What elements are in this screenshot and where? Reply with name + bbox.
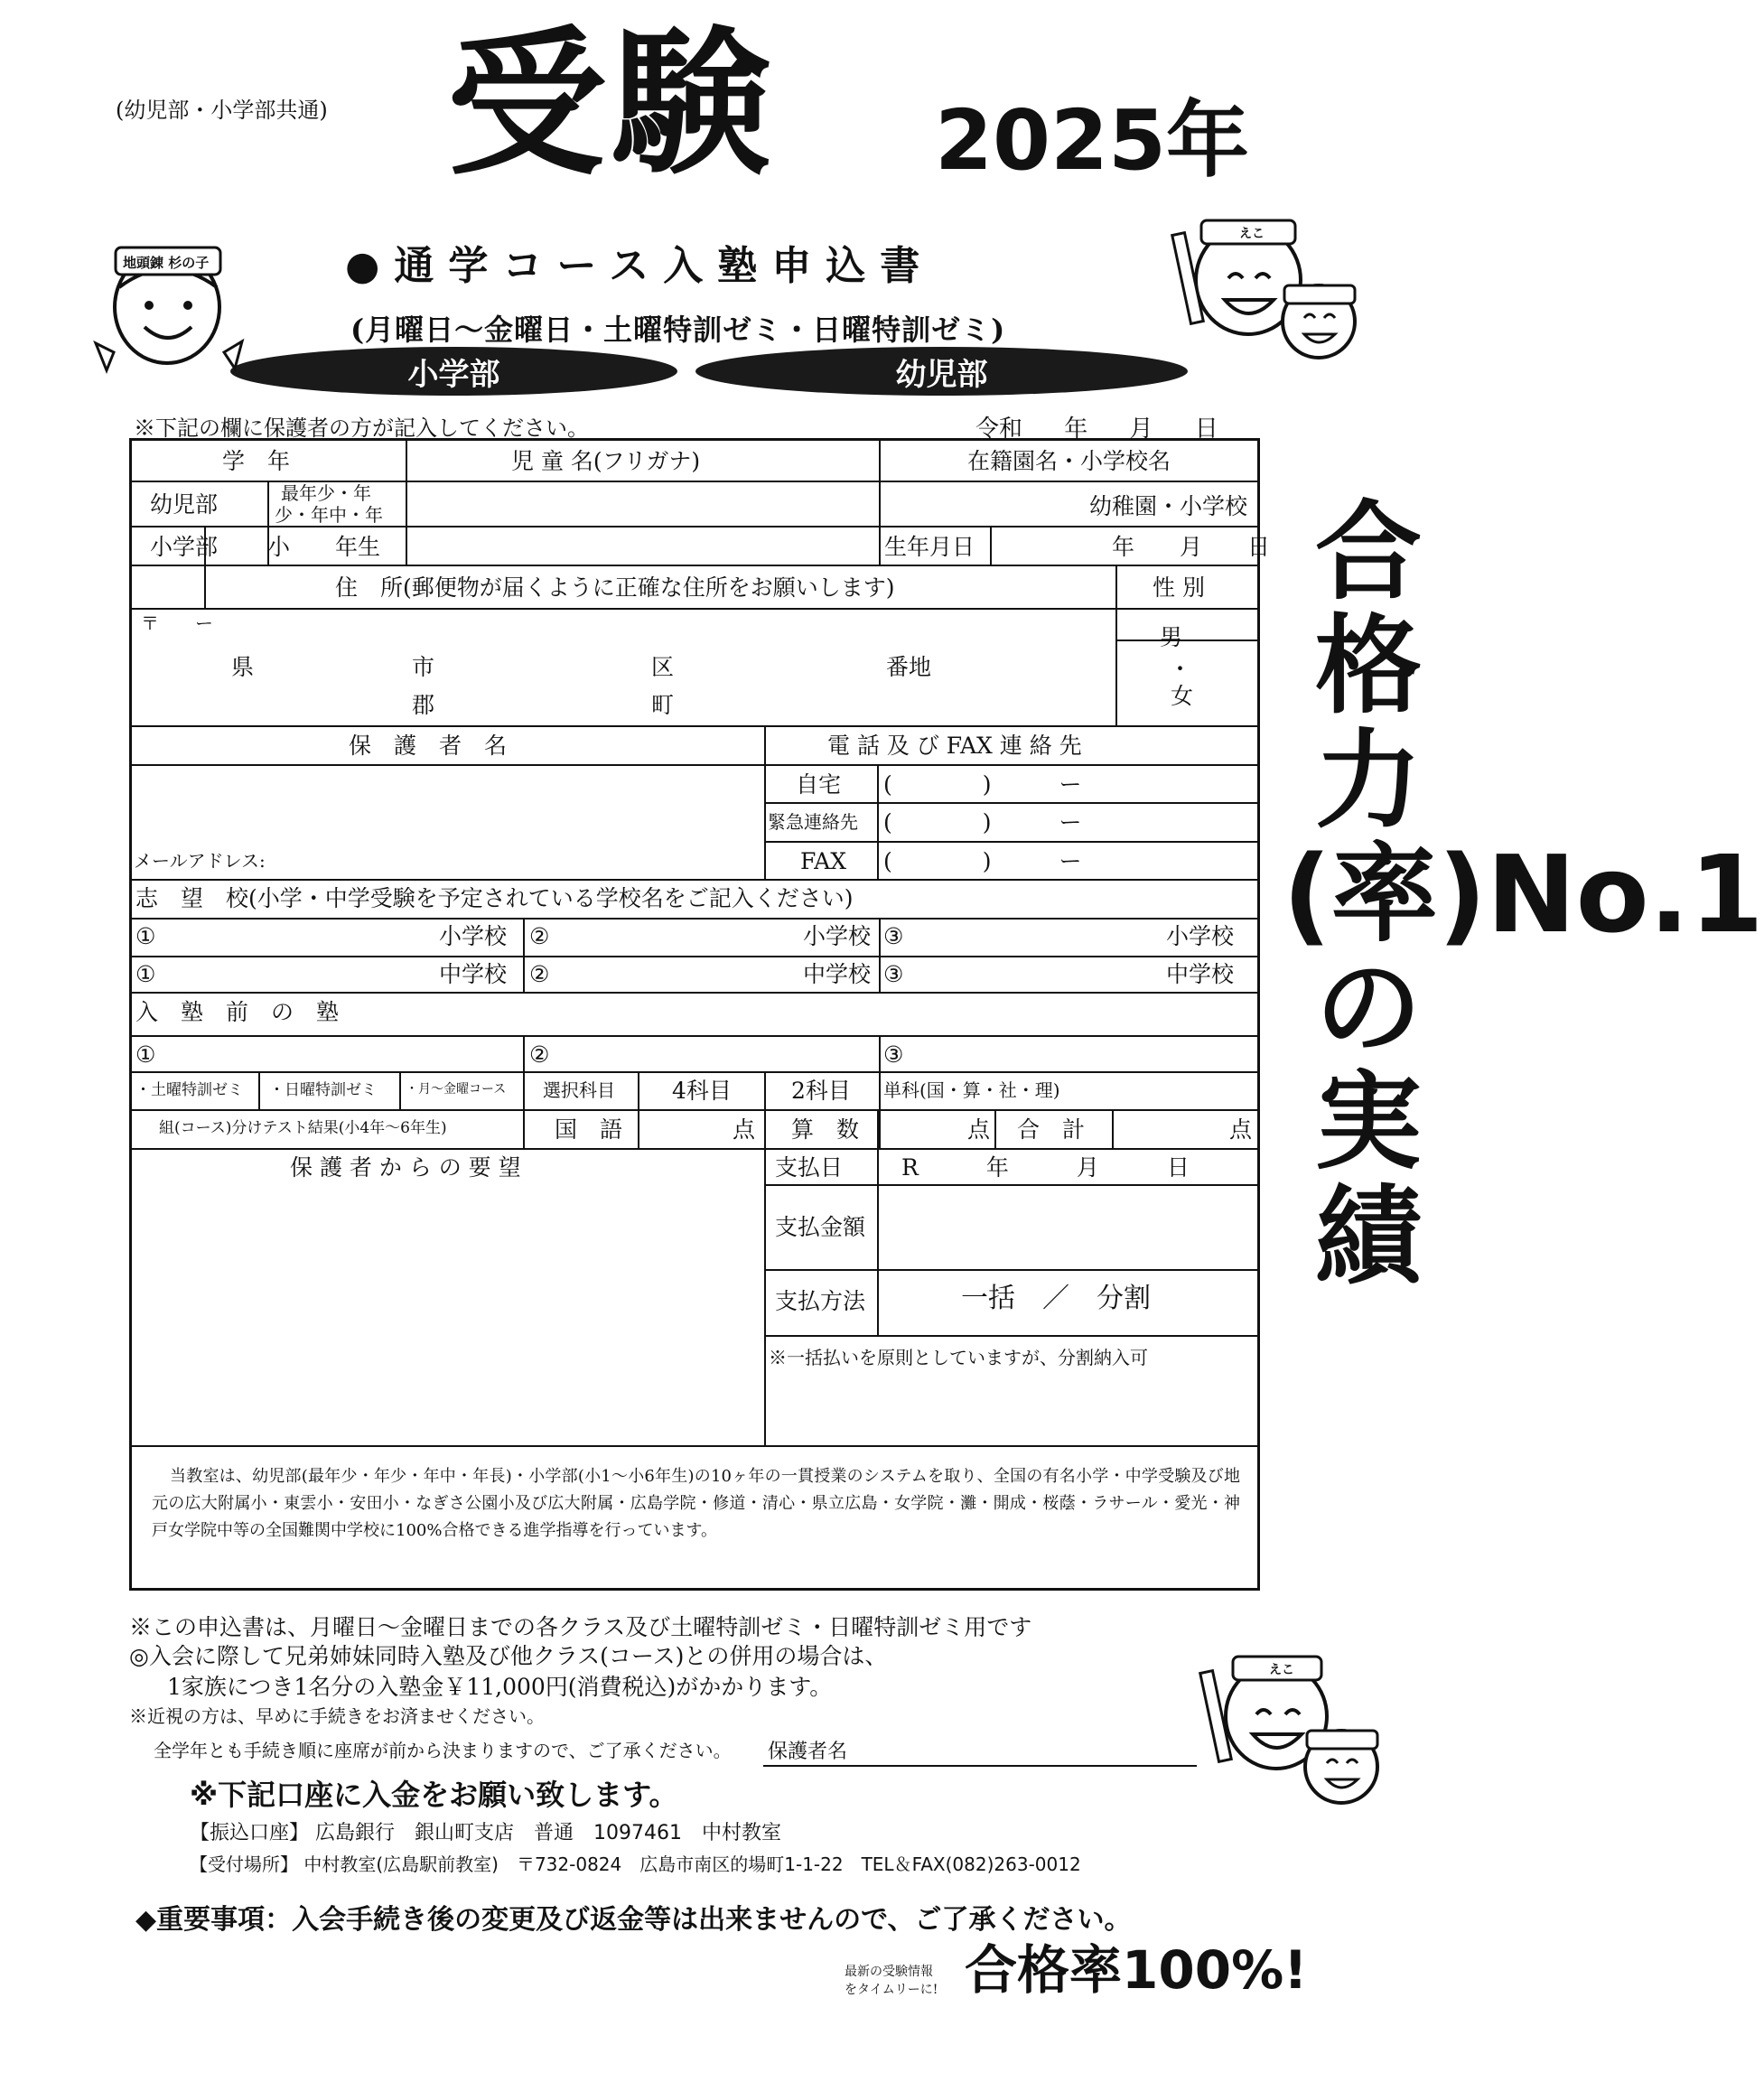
phone-header: 電 話 及 び FAX 連 絡 先: [827, 733, 1082, 759]
latest-info-line2: をタイムリーに!: [845, 1983, 938, 1997]
prev-cram-3[interactable]: ③: [883, 1041, 904, 1068]
bank-account-info: 【振込口座】 広島銀行 銀山町支店 普通 1097461 中村教室: [190, 1822, 781, 1844]
target-elem-3-suffix: 小学校: [1166, 923, 1235, 949]
math-point-unit: 点: [967, 1116, 991, 1143]
payment-date-field[interactable]: R 年 月 日: [901, 1154, 1190, 1181]
mascot-right-band-text: えこ: [1239, 227, 1265, 241]
prev-cram-header: 入 塾 前 の 塾: [135, 999, 340, 1025]
address-county: 郡: [412, 692, 435, 718]
phone-emergency-field[interactable]: ( ) ー: [883, 809, 1082, 836]
footer-note-3: 1家族につき1名分の入塾金￥11,000円(消費税込)がかかります。: [167, 1674, 833, 1700]
test-result-label: 組(コース)分けテスト結果(小4年～6年生): [159, 1119, 447, 1137]
request-textarea[interactable]: [134, 1187, 762, 1443]
target-elem-2-number: ②: [529, 923, 550, 949]
address-town: 町: [651, 692, 675, 718]
address-header: 住 所(郵便物が届くように正確な住所をお願いします): [335, 574, 895, 601]
guardian-signature-line[interactable]: [763, 1765, 1197, 1767]
form-date[interactable]: 令和 年 月 日: [975, 415, 1218, 443]
target-elem-3-number: ③: [883, 923, 904, 949]
target-mid-1-number: ①: [135, 961, 156, 987]
fill-instruction: ※下記の欄に保護者の方が記入してください。: [134, 415, 589, 441]
four-subjects-option[interactable]: 4科目: [672, 1078, 732, 1104]
elementary-label: 小学部: [150, 534, 219, 560]
mascot-right-illustration: [1165, 206, 1364, 369]
latest-info-line1: 最新の受験情報: [845, 1965, 933, 1979]
phone-emergency-label: 緊急連絡先: [768, 811, 858, 833]
address-ward: 区: [651, 654, 675, 680]
gender-male-option[interactable]: 男: [1160, 624, 1183, 650]
elementary-grade-field[interactable]: 小 年生: [267, 534, 381, 560]
birthdate-label: 生年月日: [884, 534, 975, 560]
child-name-header: 児 童 名(フリガナ): [511, 448, 701, 474]
kindergarten-pill: 幼児部: [695, 347, 1188, 396]
birthdate-field[interactable]: 年 月 日: [1112, 534, 1271, 560]
payment-amount-label: 支払金額: [775, 1214, 866, 1240]
gender-header: 性 別: [1153, 574, 1205, 601]
mascot-left-illustration: [90, 217, 244, 379]
course-sunday-option[interactable]: ・日曜特訓ゼミ: [269, 1081, 377, 1099]
school-name-input[interactable]: [882, 482, 1080, 524]
math-label: 算 数: [791, 1116, 860, 1143]
postal-code-field[interactable]: 〒 ー: [141, 612, 213, 634]
guardian-name-header: 保 護 者 名: [349, 733, 508, 759]
payment-method-label: 支払方法: [775, 1288, 866, 1314]
target-elem-1-number: ①: [135, 923, 156, 949]
application-form: [129, 438, 1271, 1591]
form-title: ●通学コース入塾申込書: [345, 243, 935, 289]
payment-method-options[interactable]: 一括 ／ 分割: [961, 1283, 1151, 1314]
payment-date-label: 支払日: [775, 1154, 844, 1181]
target-mid-2-number: ②: [529, 961, 550, 987]
prev-cram-1[interactable]: ①: [135, 1041, 156, 1068]
kinder-label: 幼児部: [150, 491, 219, 518]
prev-cram-2[interactable]: ②: [529, 1041, 550, 1068]
mascot-bottom-illustration: [1197, 1644, 1386, 1816]
footer-note-4: ※近視の方は、早めに手続きをお済ませください。: [129, 1705, 545, 1727]
target-school-header: 志 望 校(小学・中学受験を予定されている学校名をご記入ください): [135, 885, 854, 911]
elementary-pill: 小学部: [230, 347, 677, 396]
target-elem-2-suffix: 小学校: [803, 923, 872, 949]
gender-separator: ・: [1169, 656, 1192, 682]
fax-field[interactable]: ( ) ー: [883, 848, 1082, 874]
grade-header: 学 年: [222, 448, 291, 474]
side-slogan: 合格力(率)No.1の実績: [1283, 490, 1764, 1299]
course-saturday-option[interactable]: ・土曜特訓ゼミ: [135, 1081, 243, 1099]
single-subject-option[interactable]: 単科(国・算・社・理): [883, 1079, 1060, 1101]
school-description: 当教室は、幼児部(最年少・年少・年中・年長)・小学部(小1～小6年生)の10ヶ年の一貫授業のシステムを取り、全国の有名小学・中学受験及び地元の広大附属小・東雲小・安田小・なぎさ公園小及び広大附属・広島学院・修道・清心・県立広島・女学院・灘・開成・桜蔭・ラサール・愛光・神戸女学院中等の全国難関中学校に100%合格できる進学指導を行っています。: [152, 1467, 1240, 1540]
phone-home-field[interactable]: ( ) ー: [883, 771, 1082, 798]
payment-amount-input[interactable]: [882, 1187, 1255, 1266]
reception-info: 【受付場所】 中村教室(広島駅前教室) 〒732-0824 広島市南区的場町1-1-22 TEL＆FAX(082)263-0012: [190, 1853, 1081, 1875]
footer-note-2: ◎入会に際して兄弟姉妹同時入塾及び他クラス(コース)との併用の場合は、: [129, 1643, 888, 1669]
mascot-bottom-band-text: えこ: [1269, 1663, 1294, 1677]
total-point-unit: 点: [1229, 1116, 1253, 1143]
total-label: 合 計: [1017, 1116, 1086, 1143]
school-suffix: 幼稚園・小学校: [1089, 493, 1248, 519]
pass-rate-banner: 合格率100%!: [965, 1939, 1308, 2001]
japanese-point-unit: 点: [733, 1116, 756, 1143]
two-subjects-option[interactable]: 2科目: [791, 1078, 851, 1104]
target-elem-1-suffix: 小学校: [439, 923, 508, 949]
fax-label: FAX: [800, 848, 847, 874]
year-label: 2025年: [935, 92, 1250, 189]
address-prefecture: 県: [231, 654, 255, 680]
target-mid-1-suffix: 中学校: [439, 961, 508, 987]
important-notice: ◆重要事項：入会手続き後の変更及び返金等は出来ませんので、ご了承ください。: [135, 1904, 1132, 1936]
footer-note-1: ※この申込書は、月曜日～金曜日までの各クラス及び土曜特訓ゼミ・日曜特訓ゼミ用です: [129, 1614, 1032, 1640]
email-label: メールアドレス:: [134, 850, 266, 872]
header-subtitle: (幼児部・小学部共通): [116, 98, 328, 123]
school-header: 在籍園名・小学校名: [967, 448, 1171, 474]
phone-home-label: 自宅: [796, 771, 842, 798]
kinder-grades-line2: 少・年中・年: [275, 504, 383, 526]
footer-note-5: 全学年とも手続き順に座席が前から決まりますので、ご了承ください。: [154, 1740, 732, 1761]
payment-note: ※一括払いを原則としていますが、分割納入可: [769, 1347, 1148, 1368]
target-mid-3-number: ③: [883, 961, 904, 987]
subjects-label: 選択科目: [543, 1079, 615, 1101]
child-name-input[interactable]: [408, 482, 877, 562]
japanese-label: 国 語: [555, 1116, 623, 1143]
form-subtitle: (月曜日～金曜日・土曜特訓ゼミ・日曜特訓ゼミ): [350, 313, 1006, 347]
gender-female-option[interactable]: 女: [1171, 683, 1194, 709]
target-mid-2-suffix: 中学校: [803, 961, 872, 987]
guardian-signature-label: 保護者名: [768, 1741, 848, 1763]
course-weekday-option[interactable]: ・月～金曜コース: [406, 1082, 507, 1097]
request-header: 保 護 者 か ら の 要 望: [290, 1154, 521, 1181]
mascot-left-band-text: 地頭錬 杉の子: [123, 255, 210, 271]
kinder-grades-line1: 最年少・年: [281, 482, 371, 504]
address-city: 市: [412, 654, 435, 680]
main-title: 受験: [447, 12, 777, 197]
target-mid-3-suffix: 中学校: [1166, 961, 1235, 987]
address-banchi: 番地: [886, 654, 932, 680]
bank-instruction: ※下記口座に入金をお願い致します。: [190, 1778, 678, 1812]
